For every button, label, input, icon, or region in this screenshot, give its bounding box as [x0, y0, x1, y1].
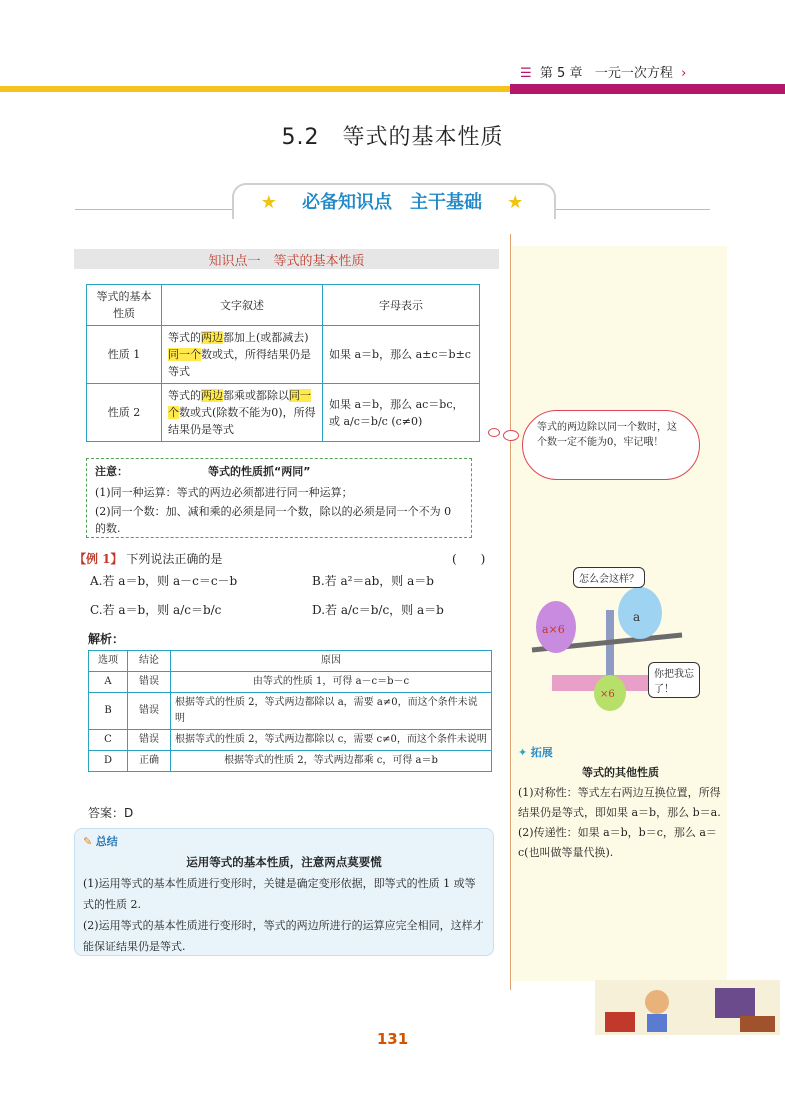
- list-icon: ☰: [520, 66, 532, 81]
- summary-line: (1)运用等式的基本性质进行变形时，关键是确定变形依据，即等式的性质 1 或等式的性质 2.: [83, 877, 476, 911]
- extension-line: (2)传递性：如果 a＝b，b＝c，那么 a＝c(也叫做等量代换).: [518, 826, 717, 859]
- option-cell: C: [89, 730, 128, 751]
- star-icon: ★: [260, 192, 277, 213]
- cloud-dot: [488, 428, 500, 437]
- analysis-table: [88, 650, 492, 772]
- table-header: 等式的基本性质: [87, 285, 162, 326]
- ribbon-title: [232, 188, 552, 214]
- table-row: [89, 751, 492, 772]
- blocks: [605, 1012, 635, 1032]
- window: [715, 988, 755, 1018]
- note-label: 注意：: [95, 465, 128, 478]
- summary-box: [74, 828, 494, 956]
- desc-text: 等式的: [168, 331, 201, 344]
- highlight: 同一个: [168, 389, 311, 419]
- table-header: 原因: [171, 651, 492, 672]
- table-header-row: [87, 285, 480, 326]
- property-name: 性质 2: [87, 384, 162, 442]
- reason-cell: 根据等式的性质 2，等式两边都乘 c，可得 a＝b: [171, 751, 492, 772]
- analysis-label: 解析：: [88, 632, 125, 646]
- property-formula: 如果 a＝b，那么 a±c＝b±c: [323, 326, 480, 384]
- table-header: 文字叙述: [162, 285, 323, 326]
- table-row: [89, 672, 492, 693]
- bulb-icon: ✎: [83, 835, 93, 848]
- speech-bubble: 怎么会这样？: [573, 567, 645, 588]
- summary-label: 总结: [95, 835, 118, 848]
- table-header: 结论: [128, 651, 171, 672]
- extension-block: [518, 743, 723, 863]
- answer-paren: ( ): [452, 552, 486, 566]
- reason-cell: 根据等式的性质 2，等式两边都除以 c，需要 c≠0，而这个条件未说明: [171, 730, 492, 751]
- cloud-dot: [503, 430, 519, 441]
- note-line: (1)同一种运算：等式的两边必须都进行同一种运算；: [95, 486, 353, 499]
- page-title: 5.2 等式的基本性质: [281, 125, 504, 150]
- highlight: 两边: [201, 331, 223, 344]
- property-desc: [162, 326, 323, 384]
- properties-table: [86, 284, 480, 442]
- chapter-number: 第 5 章: [539, 66, 583, 81]
- page-number: 131: [376, 1030, 409, 1048]
- property-formula: 如果 a＝b，那么 ac＝bc，或 a/c＝b/c (c≠0): [323, 384, 480, 442]
- verdict-cell: 错误: [128, 730, 171, 751]
- note-box: [86, 458, 472, 538]
- option-a: A.若 a＝b，则 a－c＝c－b: [90, 574, 238, 588]
- property-name: 性质 1: [87, 326, 162, 384]
- highlight: 同一个: [168, 348, 201, 361]
- character-head: [645, 990, 669, 1014]
- desc-text: 数或式(除数不能为0)，所得结果仍是等式: [168, 406, 316, 436]
- option-cell: D: [89, 751, 128, 772]
- summary-title: 运用等式的基本性质，注意两点莫要慌: [186, 855, 382, 869]
- verdict-cell: 错误: [128, 672, 171, 693]
- reason-cell: 根据等式的性质 2，等式两边都除以 a，需要 a≠0，而这个条件未说明: [171, 693, 492, 730]
- option-d: D.若 a/c＝b/c，则 a＝b: [312, 603, 444, 617]
- speech-bubble: 你把我忘了！: [648, 662, 700, 698]
- example-tag: 【例 1】: [74, 552, 123, 566]
- note-line: (2)同一个数：加、减和乘的必须是同一个数，除以的必须是同一个不为 0 的数.: [95, 505, 452, 535]
- extension-title: 等式的其他性质: [582, 766, 659, 779]
- table-header: 选项: [89, 651, 128, 672]
- reason-cell: 由等式的性质 1，可得 a－c＝b－c: [171, 672, 492, 693]
- header-bar-yellow: [0, 86, 510, 92]
- answer-text: 答案：D: [88, 806, 134, 820]
- option-cell: B: [89, 693, 128, 730]
- property-desc: [162, 384, 323, 442]
- ribbon-text: 必备知识点 主干基础: [302, 192, 482, 213]
- times-six-icon: a×6: [542, 623, 565, 636]
- summary-line: (2)运用等式的基本性质进行变形时，等式的两边所进行的运算应完全相同，这样才能保证结果仍是等式.: [83, 919, 484, 953]
- example-block: [74, 550, 499, 567]
- note-title: 等式的性质抓“两同”: [208, 465, 311, 478]
- desc-text: 等式的: [168, 389, 201, 402]
- table-header: 字母表示: [323, 285, 480, 326]
- knowledge-title: 知识点一 等式的基本性质: [208, 254, 365, 269]
- desc-text: 数或式，所得结果仍是等式: [168, 348, 311, 378]
- verdict-cell: 错误: [128, 693, 171, 730]
- table-row: [89, 730, 492, 751]
- tip-cloud: 等式的两边除以同一个数时，这个数一定不能为0，牢记哦！: [522, 410, 700, 480]
- option-c: C.若 a＝b，则 a/c＝b/c: [90, 603, 222, 617]
- option-b: B.若 a²＝ab，则 a＝b: [312, 574, 434, 588]
- extension-line: (1)对称性：等式左右两边互换位置，所得结果仍是等式，即如果 a＝b，那么 b＝a.: [518, 786, 721, 819]
- column-divider: [510, 234, 511, 990]
- star-icon: ★: [507, 192, 524, 213]
- chevron-right-icon: ›: [681, 66, 687, 81]
- chapter-title: 一元一次方程: [594, 66, 673, 81]
- table-row: [87, 384, 480, 442]
- extension-label: 拓展: [530, 746, 553, 759]
- table-header-row: [89, 651, 492, 672]
- desc-text: 都加上(或都减去): [223, 331, 309, 344]
- bottom-illustration: [595, 980, 780, 1035]
- table-row: [87, 326, 480, 384]
- option-cell: A: [89, 672, 128, 693]
- a-icon: a: [633, 610, 641, 624]
- times-six-icon: ×6: [600, 689, 615, 700]
- chapter-header: [520, 62, 686, 81]
- header-bar-magenta: [510, 84, 785, 94]
- example-question: 下列说法正确的是: [126, 552, 223, 566]
- extension-icon: ✦: [518, 746, 528, 759]
- verdict-cell: 正确: [128, 751, 171, 772]
- desc-text: 都乘或都除以: [223, 389, 289, 402]
- table-row: [89, 693, 492, 730]
- highlight: 两边: [201, 389, 223, 402]
